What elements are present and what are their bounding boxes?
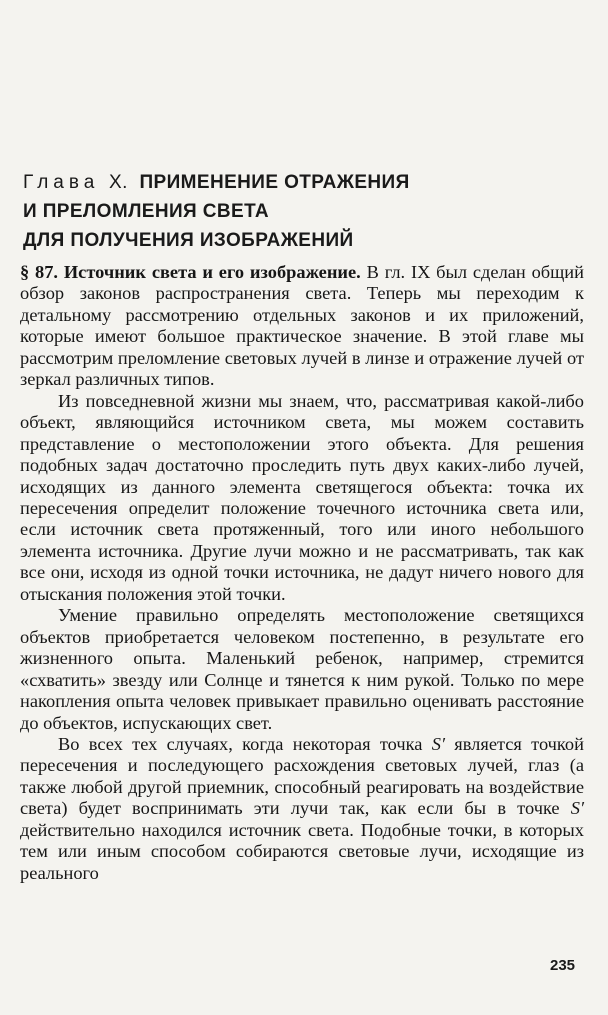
paragraph-4-part-c: действительно находился источник света. Подобные точки, в которых тем или иным способом собираются световые лучи, исходящие из реального bbox=[20, 819, 584, 883]
chapter-heading bbox=[23, 168, 583, 255]
paragraph-1 bbox=[20, 262, 584, 391]
chapter-number: X. bbox=[109, 172, 128, 193]
paragraph-3: Умение правильно определять местоположение светящихся объектов приобретается человеком постепенно, в результате его жизненного опыта. Маленький ребенок, например, стремится «схватить» звезду или Солнце и тянется к ним рукой. Только по мере накопления опыта человек привыкает правильно оценивать расстояние до объектов, испускающих свет. bbox=[20, 605, 584, 733]
chapter-title-line-1: ПРИМЕНЕНИЕ ОТРАЖЕНИЯ bbox=[139, 172, 410, 193]
point-s-prime-2: S′ bbox=[570, 798, 584, 819]
page-number: 235 bbox=[550, 957, 576, 974]
paragraph-4 bbox=[20, 734, 584, 884]
chapter-heading-line-1 bbox=[23, 168, 583, 197]
section-body bbox=[20, 262, 584, 884]
paragraph-1-text: В гл. IX был сделан общий обзор законов распространения света. Теперь мы переходим к детальному рассмотрению отдельных законов и их приложений, которые имеют большое практическое значение. В этой главе мы рассмотрим преломление световых лучей в линзе и отражение лучей от зеркал различных типов. bbox=[20, 262, 584, 390]
point-s-prime: S′ bbox=[431, 733, 445, 754]
paragraph-4-part-a: Во всех тех случаях, когда некоторая точка bbox=[58, 733, 423, 754]
paragraph-2: Из повседневной жизни мы знаем, что, рассматривая какой-либо объект, являющийся источником света, мы можем составить представление о местоположении этого объекта. Для решения подобных задач достаточно проследить путь двух каких-либо лучей, исходящих из данного элемента светящегося объекта: точка их пересечения определит положение точечного источника света или, если источник света протяженный, того или иного небольшого элемента источника. Другие лучи можно и не рассматривать, так как все они, исходя из одной точки источника, не дадут ничего нового для отыскания положения этой точки. bbox=[20, 390, 584, 604]
section-heading: § 87. Источник света и его изображение. bbox=[20, 262, 361, 282]
paragraph-4-part-b: является точкой пересечения и последующего расхождения световых лучей, глаз (а также любой другой приемник, способный реагировать на воздействие света) будет воспринимать эти лучи так, как если бы в точке bbox=[20, 733, 584, 819]
chapter-title-line-3: ДЛЯ ПОЛУЧЕНИЯ ИЗОБРАЖЕНИЙ bbox=[23, 230, 354, 251]
chapter-title-line-2: И ПРЕЛОМЛЕНИЯ СВЕТА bbox=[23, 201, 270, 222]
chapter-label: Глава bbox=[23, 172, 100, 193]
